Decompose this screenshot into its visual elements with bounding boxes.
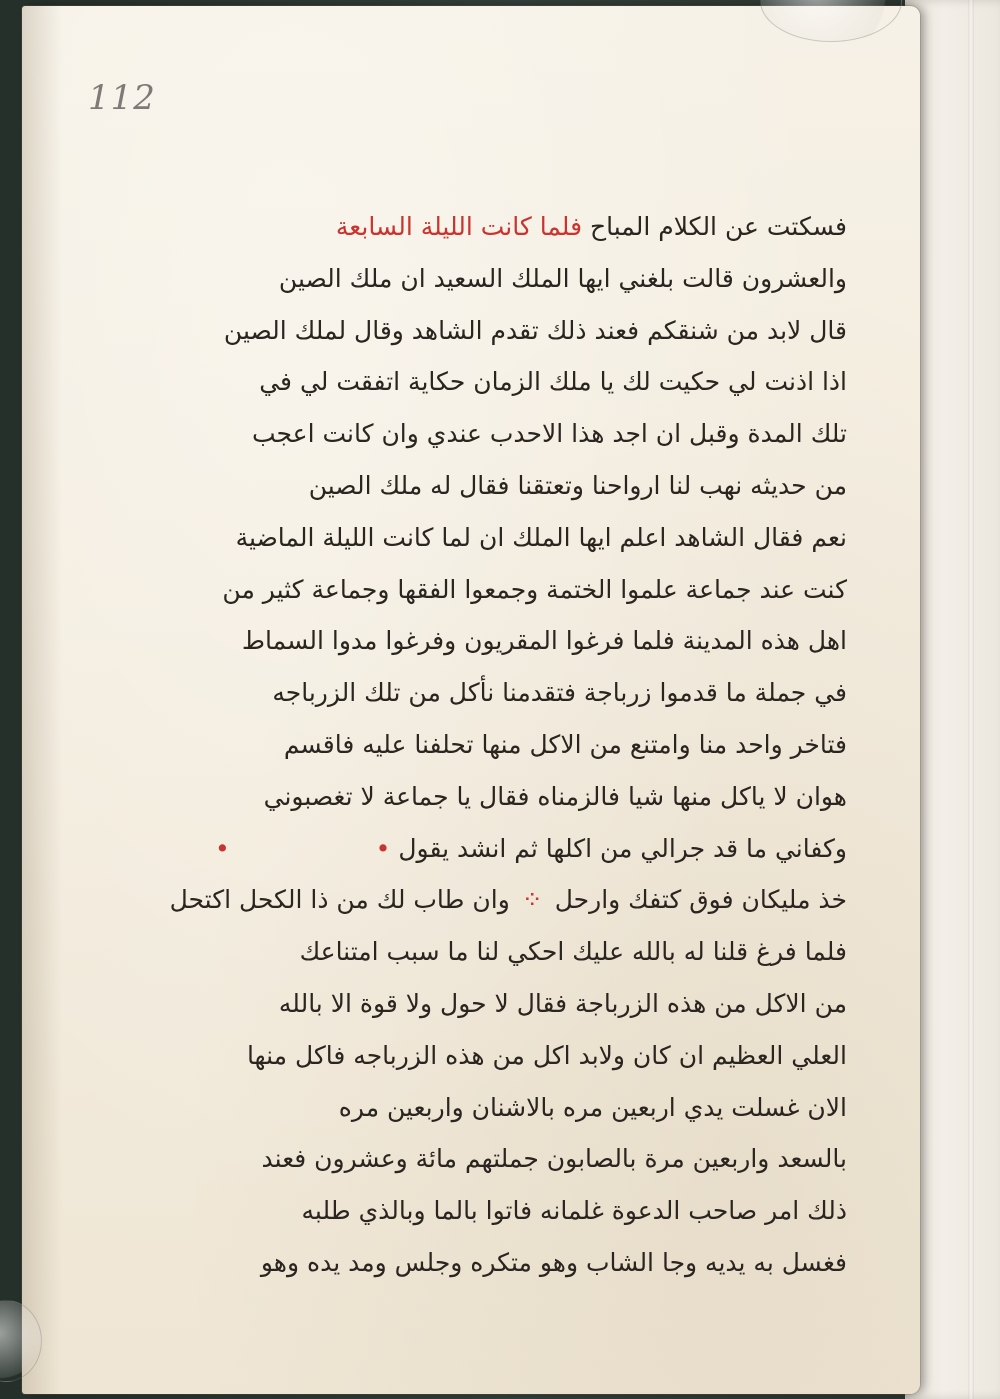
folio-number: 112 bbox=[88, 78, 156, 118]
page-edge bbox=[968, 0, 974, 1399]
rubric-heading: فلما كانت الليلة السابعة bbox=[335, 212, 583, 241]
manuscript-page bbox=[22, 6, 920, 1394]
text-line: قال لابد من شنقكم فعند ذلك تقدم الشاهد وقال لملك الصين bbox=[223, 315, 847, 345]
line-text: وكفاني ما قد جرالي من اكلها ثم انشد يقول bbox=[398, 833, 847, 863]
text-line: في جملة ما قدموا زرباجة فتقدمنا نأكل من تلك الزرباجه bbox=[272, 678, 847, 708]
text-line: اذا اذنت لي حكيت لك يا ملك الزمان حكاية اتفقت لي في bbox=[259, 367, 847, 397]
text-line: فلما فرغ قلنا له بالله عليك احكي لنا ما سبب امتناعك bbox=[299, 937, 847, 967]
text-line bbox=[215, 823, 847, 875]
text-line: فغسل به يديه وجا الشاب وهو متكره وجلس ومد يده وهو bbox=[260, 1247, 847, 1277]
text-line: نعم فقال الشاهد اعلم ايها الملك ان لما كانت الليلة الماضية bbox=[235, 522, 847, 552]
line-text: فسكتت عن الكلام المباح bbox=[582, 212, 847, 241]
verse-first-hemistich: خذ مليكان فوق كتفك وارحل bbox=[554, 885, 847, 915]
gutter-shadow bbox=[22, 6, 62, 1394]
verse-line bbox=[169, 874, 847, 926]
text-line: هوان لا ياكل منها شيا فالزمناه فقال يا جماعة لا تغصبوني bbox=[263, 781, 847, 811]
text-line: من الاكل من هذه الزرباجة فقال لا حول ولا قوة الا بالله bbox=[278, 988, 847, 1018]
verse-second-hemistich: وان طاب لك من ذا الكحل اكتحل bbox=[169, 885, 510, 915]
text-line: كنت عند جماعة علموا الختمة وجمعوا الفقها وجماعة كثير من bbox=[222, 574, 847, 604]
text-line: فتاخر واحد منا وامتنع من الاكل منها تحلفنا عليه فاقسم bbox=[283, 729, 847, 759]
manuscript-text bbox=[169, 201, 847, 1289]
text-line: والعشرون قالت بلغني ايها الملك السعيد ان ملك الصين bbox=[278, 263, 847, 293]
verse-intro-marker-icon: • bbox=[215, 833, 230, 863]
text-line: ذلك امر صاحب الدعوة غلمانه فاتوا بالما وبالذي طلبه bbox=[301, 1196, 847, 1226]
text-line: من حديثه نهب لنا ارواحنا وتعتقنا فقال له ملك الصين bbox=[308, 470, 847, 500]
text-line: بالسعد واربعين مرة بالصابون جملتهم مائة وعشرون فعند bbox=[261, 1144, 847, 1174]
verse-intro-marker-icon: • bbox=[375, 833, 391, 863]
text-line: العلي العظيم ان كان ولابد اكل من هذه الزرباجه فاكل منها bbox=[246, 1040, 847, 1070]
text-line: اهل هذه المدينة فلما فرغوا المقريون وفرغوا مدوا السماط bbox=[241, 626, 847, 656]
text-line bbox=[227, 201, 847, 253]
text-line: الان غسلت يدي اربعين مره بالاشنان واربعين مره bbox=[338, 1092, 847, 1122]
verse-separator-icon: ⁘ bbox=[521, 885, 543, 915]
text-line: تلك المدة وقبل ان اجد هذا الاحدب عندي وان كانت اعجب bbox=[251, 419, 847, 449]
